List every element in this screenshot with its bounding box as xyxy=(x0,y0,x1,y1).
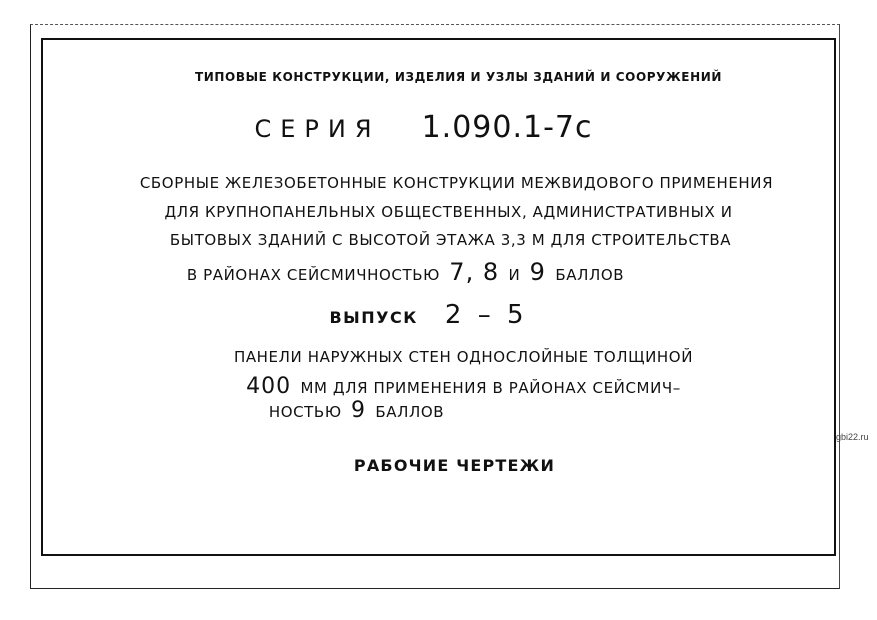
panels-seismic-value: 9 xyxy=(351,398,366,423)
panels-line-3-suffix: БАЛЛОВ xyxy=(375,403,445,421)
panels-line-1: ПАНЕЛИ НАРУЖНЫХ СТЕН ОДНОСЛОЙНЫЕ ТОЛЩИНОЙ xyxy=(233,348,694,366)
description-line-4 xyxy=(0,258,844,286)
seismic-value-nine: 9 xyxy=(529,258,546,286)
series-title xyxy=(0,110,862,145)
panels-line-3 xyxy=(0,398,795,423)
standard-header: ТИПОВЫЕ КОНСТРУКЦИИ, ИЗДЕЛИЯ И УЗЛЫ ЗДАНИЙ И СООРУЖЕНИЙ xyxy=(194,70,723,84)
description-line-3: БЫТОВЫХ ЗДАНИЙ С ВЫСОТОЙ ЭТАЖА 3,3 М ДЛЯ СТРОИТЕЛЬСТВА xyxy=(169,231,732,249)
series-label: СЕРИЯ xyxy=(254,115,381,143)
series-number: 1.090.1-7с xyxy=(421,110,593,145)
issue-label: ВЫПУСК xyxy=(329,308,418,327)
panels-line-2-text: ММ ДЛЯ ПРИМЕНЕНИЯ В РАЙОНАХ СЕЙСМИЧ– xyxy=(300,379,681,397)
seismic-prefix: В РАЙОНАХ СЕЙСМИЧНОСТЬЮ xyxy=(186,266,440,284)
seismic-suffix: БАЛЛОВ xyxy=(555,266,625,284)
seismic-and: И xyxy=(508,266,521,284)
panels-line-2 xyxy=(23,374,877,399)
working-drawings-label: РАБОЧИЕ ЧЕРТЕЖИ xyxy=(353,456,556,475)
description-line-2: ДЛЯ КРУПНОПАНЕЛЬНЫХ ОБЩЕСТВЕННЫХ, АДМИНИСТРАТИВНЫХ И xyxy=(164,203,733,221)
thickness-value: 400 xyxy=(246,374,292,399)
panels-line-3-prefix: НОСТЬЮ xyxy=(268,403,342,421)
issue-title xyxy=(0,300,867,330)
issue-number: 2 – 5 xyxy=(444,300,528,330)
watermark: gbi22.ru xyxy=(836,432,869,442)
description-line-1: СБОРНЫЕ ЖЕЛЕЗОБЕТОННЫЕ КОНСТРУКЦИИ МЕЖВИДОВОГО ПРИМЕНЕНИЯ xyxy=(139,174,774,192)
seismic-values: 7, 8 xyxy=(449,258,500,286)
